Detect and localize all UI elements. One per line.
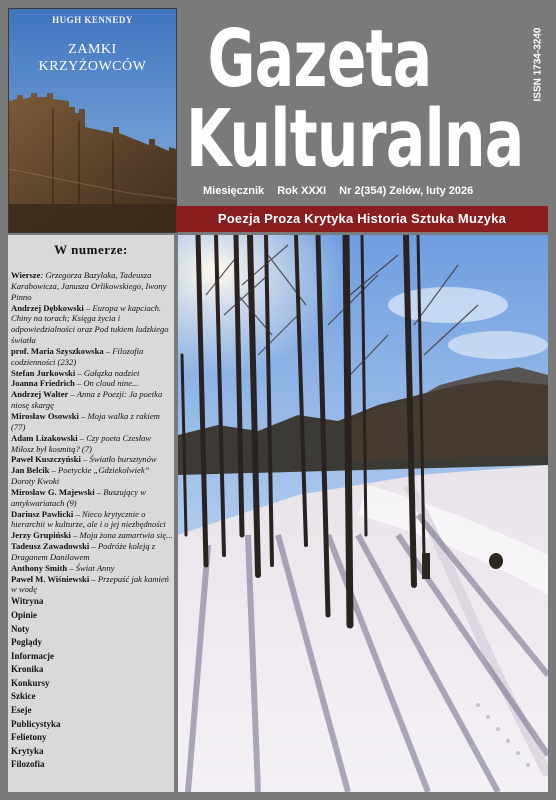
contents-entry-author: Wiersze bbox=[11, 270, 41, 280]
contents-entry-title: – Buszujący w antykwariatach (9) bbox=[11, 486, 146, 508]
contents-entry-title: – On cloud nine... bbox=[74, 378, 139, 389]
contents-entry-title: – Europa w kapciach. Chiny na torach; Księga życia i odpowiedzialności oraz Pod tukiem ludzkiego światła bbox=[11, 302, 169, 346]
contents-entry-author: Jerzy Grupiński bbox=[11, 530, 71, 541]
contents-entry-author: Paweł M. Wiśniewski bbox=[11, 573, 90, 584]
contents-category: Poglądy bbox=[11, 637, 43, 648]
winter-scene-image bbox=[178, 235, 548, 792]
contents-category: Witryna bbox=[11, 596, 44, 607]
contents-entry bbox=[11, 574, 173, 596]
contents-entry-title: – Światło bursztynów bbox=[80, 454, 157, 465]
contents-entry-title: – Świat Anny bbox=[67, 562, 115, 573]
contents-entry bbox=[11, 563, 173, 574]
issue-number: Nr 2(354) Zelów, luty 2026 bbox=[339, 185, 474, 197]
contents-entry-title: – Anna z Poezji: Ja poetka niosę skargę bbox=[11, 389, 163, 411]
contents-category: Konkursy bbox=[11, 677, 50, 688]
contents-entry bbox=[11, 433, 173, 455]
contents-entry bbox=[11, 530, 173, 541]
contents-entry-author: Andrzej Dębkowski bbox=[11, 302, 84, 313]
contents-entry bbox=[11, 303, 173, 346]
contents-category: Felietony bbox=[11, 732, 47, 743]
contents-category: Eseje bbox=[11, 705, 32, 716]
contents-entry bbox=[11, 454, 173, 465]
issue-info bbox=[203, 185, 483, 197]
book-title bbox=[9, 41, 176, 75]
contents-entry-author: Dariusz Pawlicki bbox=[11, 508, 74, 519]
contents-entry-author: prof. Maria Szyszkowska bbox=[11, 345, 104, 356]
issue-year: Rok XXXI bbox=[277, 185, 327, 197]
contents-entry-title: – Moja walka z rakiem (77) bbox=[11, 410, 160, 432]
contents-entry-title: – Przepaść jak kamień w wodę bbox=[11, 573, 169, 595]
masthead-title-line1: Gazeta bbox=[207, 13, 432, 105]
issue-frequency: Miesięcznik bbox=[203, 185, 265, 197]
contents-entry-title: : Grzegorza Bazylaka, Tadeusza Karabowicza, Janusza Orlikowskiego, Iwony Pinno bbox=[11, 270, 167, 302]
contents-category: Kronika bbox=[11, 664, 44, 675]
contents-entry-title: – Podróże koleją z Draganem Danilowem bbox=[11, 541, 156, 562]
sections-bar: Poezja Proza Krytyka Historia Sztuka Muzyka bbox=[176, 206, 548, 232]
contents-entry-title: – Czy poeta Czesław Miłosz był kosmitą? (7) bbox=[11, 432, 152, 454]
contents-entry bbox=[11, 509, 173, 531]
contents-entry-author: Stefan Jurkowski bbox=[11, 367, 76, 378]
contents-category: Informacje bbox=[11, 650, 54, 661]
issn-label bbox=[530, 8, 544, 108]
contents-entry bbox=[11, 270, 173, 303]
contents-entry-author: Paweł Kuszczyński bbox=[11, 454, 81, 465]
contents-entry-author: Adam Lizakowski bbox=[11, 432, 78, 443]
contents-entry bbox=[11, 368, 173, 379]
contents-heading: W numerze: bbox=[54, 242, 128, 257]
contents-entry bbox=[11, 465, 173, 487]
book-title-line2: KRZYŻOWCÓW bbox=[38, 59, 147, 74]
masthead-title-line2: Kulturalna bbox=[186, 93, 524, 185]
contents-panel bbox=[8, 235, 174, 792]
contents-entry-author: Mirosław G. Majewski bbox=[11, 486, 95, 497]
contents-category: Noty bbox=[11, 623, 30, 634]
contents-entry bbox=[11, 487, 173, 509]
book-title-line1: ZAMKI bbox=[68, 42, 117, 57]
contents-category: Opinie bbox=[11, 609, 38, 620]
contents-entry bbox=[11, 541, 173, 563]
contents-entry-title: – Filozofia codzienności (232) bbox=[11, 345, 144, 367]
contents-entry-author: Tadeusz Zawadowski bbox=[11, 541, 90, 552]
contents-entry-author: Anthony Smith bbox=[11, 562, 68, 573]
contents-entry-author: Andrzej Walter bbox=[11, 389, 69, 400]
issn-text: ISSN 1734-3240 bbox=[532, 27, 544, 102]
contents-entry-author: Mirosław Osowski bbox=[11, 410, 79, 421]
winter-forest-photo bbox=[178, 235, 548, 792]
contents-category: Filozofia bbox=[11, 759, 45, 770]
contents-category: Krytyka bbox=[11, 745, 44, 756]
contents-entry bbox=[11, 389, 173, 411]
contents-list bbox=[11, 270, 173, 772]
contents-entry bbox=[11, 378, 173, 389]
contents-category: Publicystyka bbox=[11, 718, 61, 729]
book-cover-thumbnail bbox=[8, 8, 177, 233]
contents-entry-title: – Gałązka nadziei bbox=[75, 367, 140, 378]
contents-entry bbox=[11, 411, 173, 433]
masthead bbox=[178, 8, 548, 208]
book-author: HUGH KENNEDY bbox=[52, 15, 133, 25]
contents-entry-author: Jan Belcik bbox=[11, 465, 50, 476]
contents-entry-title: – Moja żona zamartwia się... bbox=[70, 530, 173, 541]
contents-category: Szkice bbox=[11, 691, 36, 702]
contents-entry bbox=[11, 346, 173, 368]
contents-entry-author: Joanna Friedrich bbox=[11, 378, 75, 389]
contents-entry-title: – Nieco krytycznie o hierarchii w kulturze, ale i o jej niezbędności bbox=[11, 508, 166, 530]
contents-entry-title: – Poetyckie „Gdziekolwiek” Doroty Kwoki bbox=[11, 465, 150, 487]
